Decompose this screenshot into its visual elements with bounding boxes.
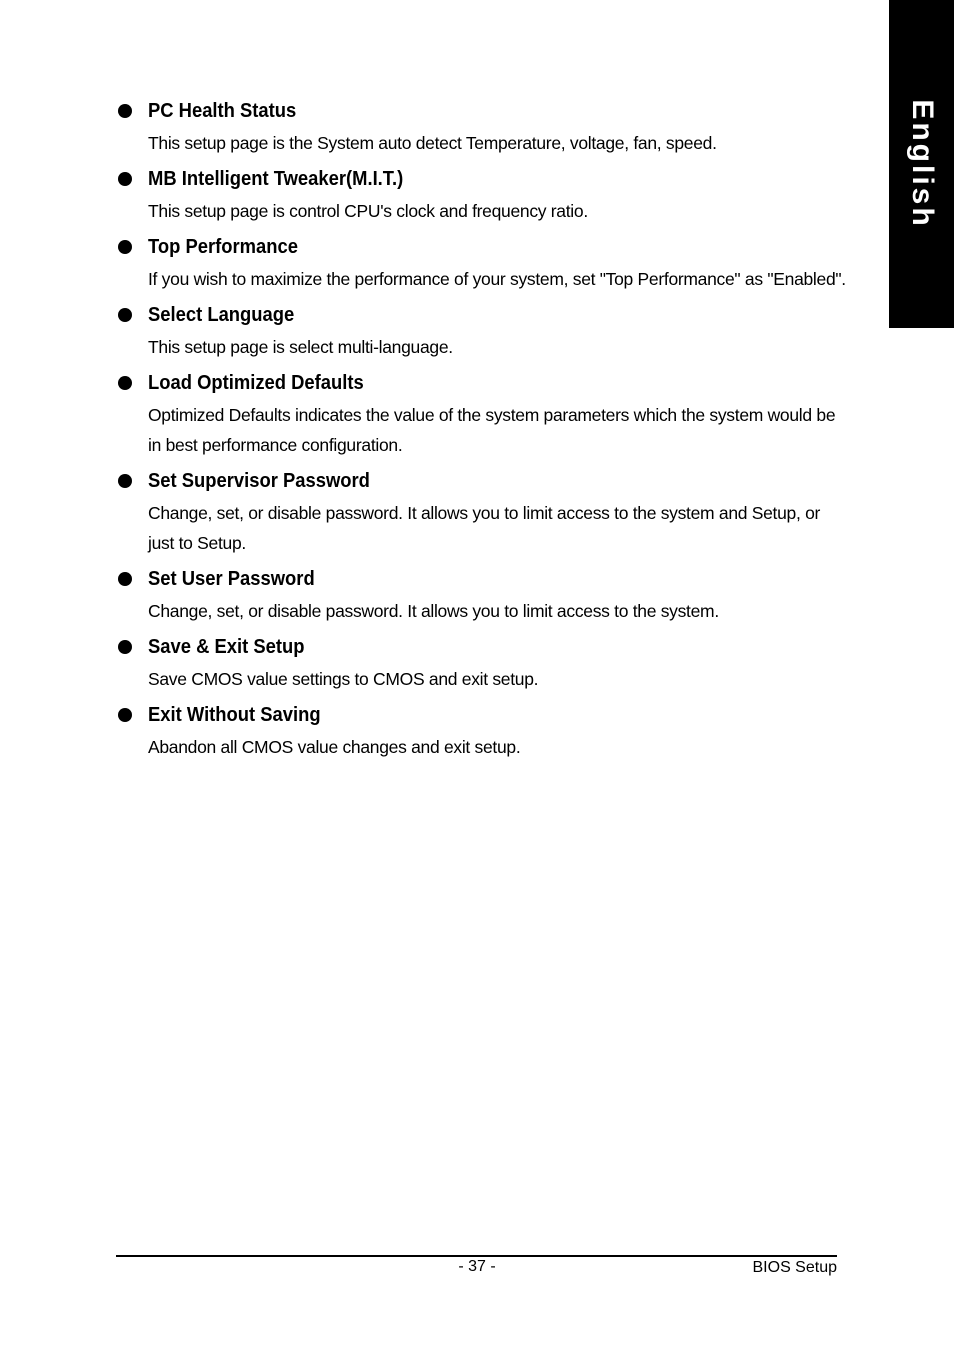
item-heading [116,230,846,264]
list-item [116,698,846,766]
item-heading [116,162,846,196]
list-item [116,298,846,366]
item-description: Change, set, or disable password. It allows you to limit access to the system and Setup, or just to Setup. [148,503,821,553]
item-heading [116,698,846,732]
list-item [116,464,846,562]
bullet-icon [118,308,132,322]
list-item [116,94,846,162]
item-description: This setup page is the System auto detect Temperature, voltage, fan, speed. [148,133,717,153]
item-heading [116,298,846,332]
language-side-tab [889,0,954,328]
list-item [116,162,846,230]
item-title: Exit Without Saving [148,704,321,726]
item-description: Save CMOS value settings to CMOS and exit setup. [148,669,539,689]
bullet-icon [118,376,132,390]
bullet-icon [118,104,132,118]
bullet-icon [118,640,132,654]
list-item [116,562,846,630]
item-description: This setup page is control CPU's clock and frequency ratio. [148,201,588,221]
item-heading [116,630,846,664]
item-description: If you wish to maximize the performance of your system, set "Top Performance" as "Enabled". [148,269,846,289]
bullet-icon [118,240,132,254]
item-title: Set User Password [148,568,315,590]
page-number: - 37 - [458,1258,496,1275]
item-title: Top Performance [148,236,298,258]
list-item [116,230,846,298]
item-description: This setup page is select multi-language. [148,337,453,357]
item-heading [116,464,846,498]
language-tab-label: English [905,99,939,229]
item-title: Set Supervisor Password [148,470,370,492]
bullet-icon [118,474,132,488]
footer-section-label: BIOS Setup [752,1259,837,1276]
item-heading [116,94,846,128]
item-title: PC Health Status [148,100,297,122]
item-title: Select Language [148,304,295,326]
item-description: Abandon all CMOS value changes and exit setup. [148,737,521,757]
item-description: Change, set, or disable password. It allows you to limit access to the system. [148,601,719,621]
item-heading [116,562,846,596]
item-title: MB Intelligent Tweaker(M.I.T.) [148,168,404,190]
bullet-icon [118,572,132,586]
item-title: Save & Exit Setup [148,636,305,658]
item-title: Load Optimized Defaults [148,372,364,394]
item-heading [116,366,846,400]
bullet-icon [118,172,132,186]
menu-item-list [116,94,846,766]
item-description: Optimized Defaults indicates the value of the system parameters which the system would be in best performance configuration. [148,405,836,455]
list-item [116,630,846,698]
list-item [116,366,846,464]
bullet-icon [118,708,132,722]
